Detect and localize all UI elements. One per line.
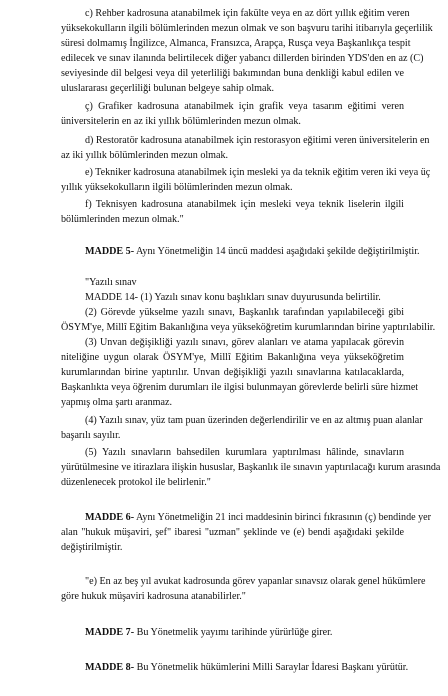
paragraph-line: "e) En az beş yıl avukat kadrosunda görev yapanlar sınavsız olarak genel hükümlere (85, 576, 426, 587)
paragraph-line: başarılı sayılır. (61, 430, 121, 441)
article-text: Aynı Yönetmeliğin 21 inci maddesinin birinci fıkrasının (ç) bendinde yer (134, 512, 432, 523)
paragraph-line: f) Teknisyen kadrosuna atanabilmek için mesleki veya teknik liselerin ilgili (85, 199, 404, 210)
paragraph-line: c) Rehber kadrosuna atanabilmek için fakülte veya en az dört yıllık eğitim veren (85, 8, 410, 19)
paragraph-line: niteliğine uygun olarak ÖSYM'ye, Millî Eğitim Bakanlığına veya yükseköğretim (61, 352, 404, 363)
paragraph-line: düzenlenecek protokol ile belirlenir." (61, 477, 211, 488)
paragraph-line: MADDE 14- (1) Yazılı sınav konu başlıkları sınav duyurusunda belirtilir. (85, 292, 381, 303)
article-text: Bu Yönetmelik yayımı tarihinde yürürlüğe girer. (134, 627, 333, 638)
paragraph-line: yürütülmesine ve itirazlara ilişkin hususlar, Başkanlık ile sınavın yaptırılacağı kurum arasında (61, 462, 441, 473)
paragraph-line: d) Restoratör kadrosuna atanabilmek için restorasyon eğitimi veren üniversitelerin en (85, 135, 430, 146)
article-number: MADDE 7- (85, 627, 135, 638)
paragraph-line: az iki yıllık bölümlerinden mezun olmak. (61, 150, 229, 161)
article-heading (0, 661, 448, 674)
article-number: MADDE 6- (85, 512, 135, 523)
paragraph-line: Başkanlıkta veya öğrenim durumları ile ilgisi bulunmayan görevlerde belirli süre hizmet (61, 382, 419, 393)
paragraph-line: değiştirilmiştir. (61, 542, 123, 553)
paragraph-line: uluslararası geçerliliği bulunan belgeye sahip olmak. (61, 83, 275, 94)
paragraph-line: (4) Yazılı sınav, yüz tam puan üzerinden değerlendirilir ve en az altmış puan alanlar (85, 415, 423, 426)
article-text: Aynı Yönetmeliğin 14 üncü maddesi aşağıdaki şekilde değiştirilmiştir. (134, 246, 420, 257)
paragraph-line: kurumlarından birine yaptırılır. Unvan değişikliği yazılı sınavlarına katılacaklarda, (61, 367, 404, 378)
article-heading (0, 245, 448, 258)
paragraph-line: (5) Yazılı sınavların bahsedilen kurumlara yaptırılması hâlinde, sınavların (85, 447, 404, 458)
article-text: Bu Yönetmelik hükümlerini Milli Saraylar İdaresi Başkanı yürütür. (134, 662, 409, 673)
paragraph-line: (3) Unvan değişikliği yazılı sınavı, görev alanları ve atama yapılacak görevin (85, 337, 404, 348)
paragraph-line: ÖSYM'ye, Millî Eğitim Bakanlığına veya yükseköğretim kurumlarından birine yaptırılabilir. (61, 322, 436, 333)
paragraph-line: yıllık yüksekokulların ilgili bölümlerinden mezun olmak. (61, 182, 293, 193)
paragraph-line: üniversitelerin en az iki yıllık bölümlerinden mezun olmak. (61, 116, 301, 127)
section-title: "Yazılı sınav (85, 277, 137, 288)
paragraph-line: göre hukuk müşaviri kadrosuna atanabilirler." (61, 591, 246, 602)
paragraph-line: yüksekokulların ilgili bölümlerinden mezun olmak ve son başvuru tarihi itibarıyla geçerlilik (61, 23, 433, 34)
paragraph-line: bölümlerinden mezun olmak." (61, 214, 184, 225)
paragraph-line: yapmış olma şartı aranmaz. (61, 397, 172, 408)
paragraph-line: seviyesinde dil belgesi veya dil yeterliliği bakımından buna denkliği kabul edilen ve (61, 68, 404, 79)
paragraph-line: edilecek ve sınav ilanında belirtilecek diğer yabancı dillerden birinden YDS'den en az (C) (61, 53, 424, 64)
article-number: MADDE 8- (85, 662, 135, 673)
paragraph-line: süresi dolmamış İngilizce, Almanca, Fransızca, Arapça, Rusça veya Başkanlıkça tespit (61, 38, 411, 49)
paragraph-line: e) Tekniker kadrosuna atanabilmek için mesleki ya da teknik eğitim veren iki veya üç (85, 167, 431, 178)
paragraph-line: alan "hukuk müşaviri, şef" ibaresi "uzman" şeklinde ve (e) bendi aşağıdaki şekilde (61, 527, 404, 538)
article-number: MADDE 5- (85, 246, 135, 257)
article-heading (0, 511, 448, 524)
article-heading (0, 626, 448, 639)
paragraph-line: (2) Görevde yükselme yazılı sınavı, Başkanlık tarafından yapılabileceği gibi (85, 307, 404, 318)
paragraph-line: ç) Grafiker kadrosuna atanabilmek için grafik veya tasarım eğitimi veren (85, 101, 404, 112)
